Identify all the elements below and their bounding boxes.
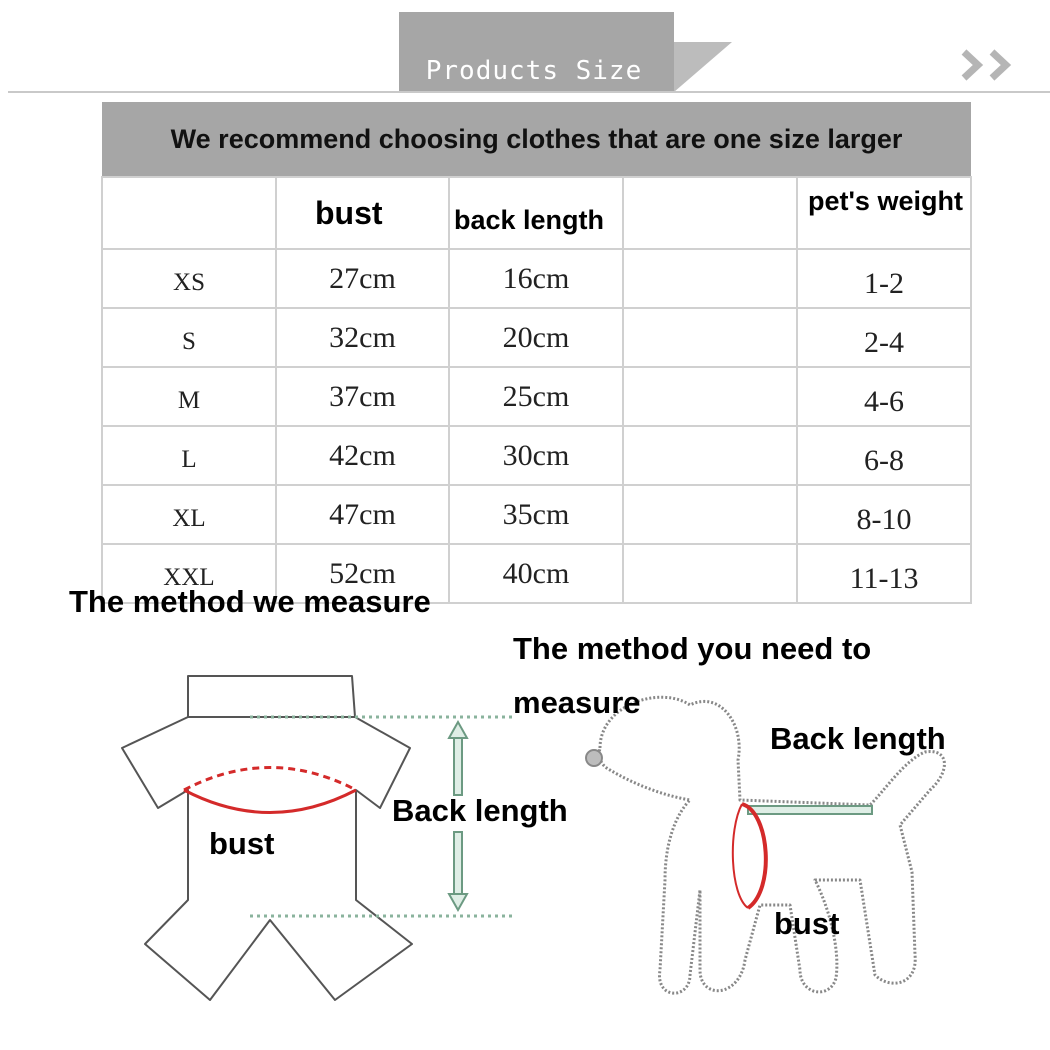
size-cell: L xyxy=(102,426,276,485)
back-cell: 16cm xyxy=(449,249,623,308)
size-cell: XS xyxy=(102,249,276,308)
weight-cell: 6-8 xyxy=(797,426,971,485)
page-title: Products Size xyxy=(425,56,643,86)
bust-cell: 37cm xyxy=(276,367,449,426)
dog-back-measure xyxy=(748,806,872,814)
weight-cell: 11-13 xyxy=(797,544,971,603)
bust-cell: 47cm xyxy=(276,485,449,544)
size-cell: XL xyxy=(102,485,276,544)
weight-cell: 1-2 xyxy=(797,249,971,308)
back-cell: 35cm xyxy=(449,485,623,544)
method-we-measure-heading: The method we measure xyxy=(69,584,431,619)
header-weight: pet's weight xyxy=(797,177,971,249)
back-cell: 20cm xyxy=(449,308,623,367)
dog-bust-label: bust xyxy=(774,906,840,941)
size-cell: M xyxy=(102,367,276,426)
weight-cell: 8-10 xyxy=(797,485,971,544)
garment-back-length-label: Back length xyxy=(392,793,568,828)
size-cell: S xyxy=(102,308,276,367)
bust-cell: 32cm xyxy=(276,308,449,367)
bust-cell: 27cm xyxy=(276,249,449,308)
bust-cell: 42cm xyxy=(276,426,449,485)
dog-back-length-label: Back length xyxy=(770,721,946,756)
back-cell: 40cm xyxy=(449,544,623,603)
garment-bust-label: bust xyxy=(209,826,275,861)
weight-cell: 4-6 xyxy=(797,367,971,426)
bust-cell: 52cm xyxy=(276,544,449,603)
back-cell: 30cm xyxy=(449,426,623,485)
table-banner: We recommend choosing clothes that are one size larger xyxy=(102,102,971,177)
size-cell: XXL xyxy=(102,544,276,603)
weight-cell: 2-4 xyxy=(797,308,971,367)
header-bust: bust xyxy=(276,177,449,249)
method-you-measure-heading: The method you need to measure xyxy=(513,631,872,720)
back-cell: 25cm xyxy=(449,367,623,426)
dog-nose-icon xyxy=(586,750,602,766)
header-back-length: back length xyxy=(449,177,623,249)
dog-bust-measure xyxy=(733,804,766,908)
